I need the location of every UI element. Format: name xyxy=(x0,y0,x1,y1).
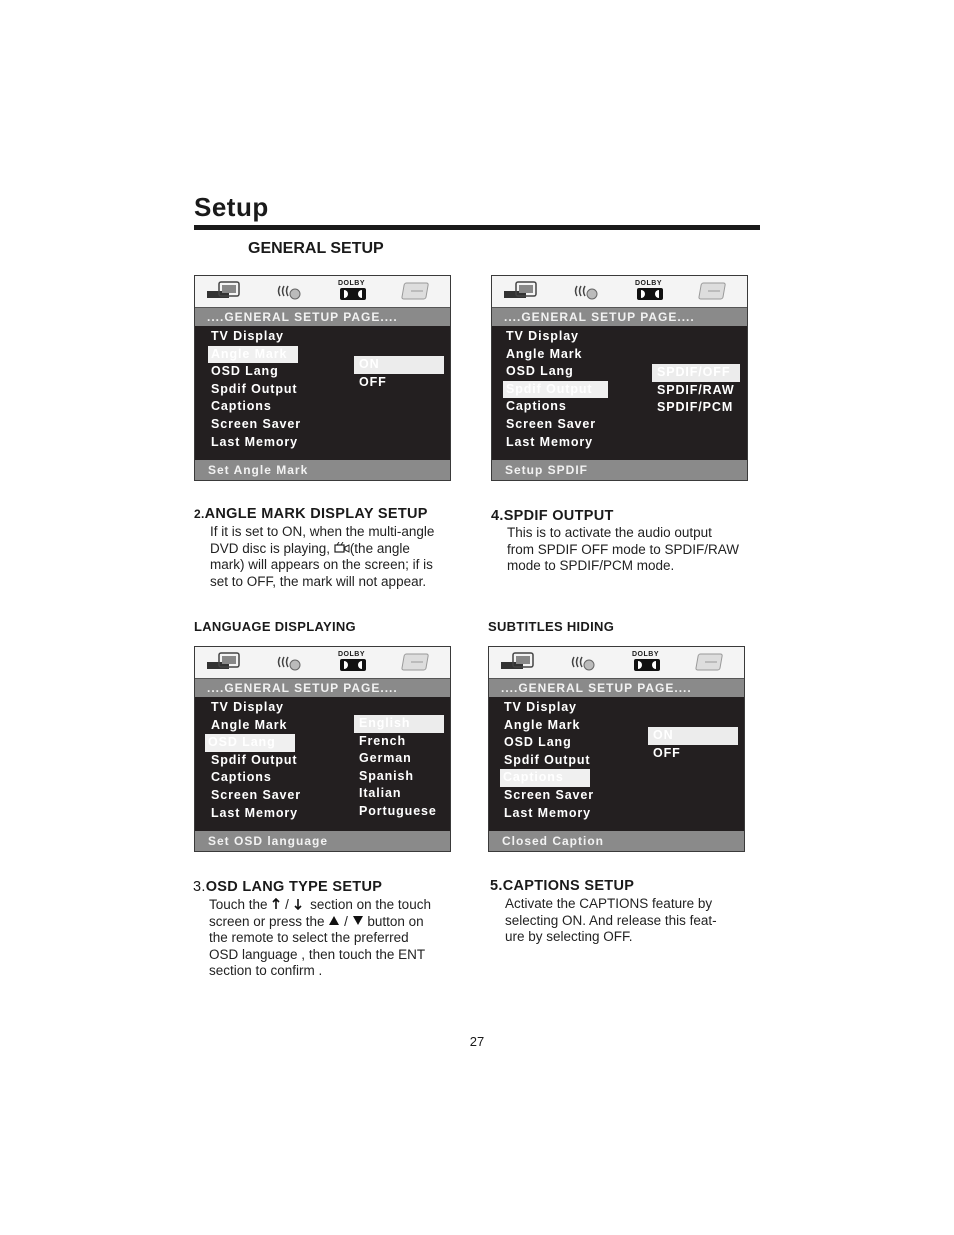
tv-display-icon xyxy=(499,651,537,673)
option-off[interactable]: OFF xyxy=(359,374,387,389)
audio-icon xyxy=(572,280,602,302)
title-rule xyxy=(194,225,760,230)
page-number: 27 xyxy=(469,1034,485,1049)
angle-mark-description: If it is set to ON, when the multi-angle DVD disc is playing, (the angle mark) will appears on the screen; if is set to OFF, the mark will not appear. xyxy=(210,524,435,589)
icon-bar xyxy=(195,276,450,308)
arrow-up-icon xyxy=(271,898,281,910)
status-footer: Setup SPDIF xyxy=(492,460,747,480)
tv-display-icon xyxy=(502,280,540,302)
option-on-selected[interactable]: ON xyxy=(648,727,738,745)
option-list xyxy=(648,727,738,762)
dolby-icon xyxy=(637,287,663,301)
setup-menu xyxy=(503,328,608,451)
menu-item-angle-mark-selected[interactable]: Angle Mark xyxy=(208,346,298,364)
option-spdif-raw[interactable]: SPDIF/RAW xyxy=(657,382,735,397)
osd-screen-captions xyxy=(488,646,745,852)
language-option-list xyxy=(354,715,444,821)
triangle-down-icon xyxy=(352,915,364,926)
setup-menu xyxy=(501,699,597,822)
dolby-icon xyxy=(340,287,366,301)
triangle-up-icon xyxy=(328,915,340,926)
menu-item-tv-display[interactable]: TV Display xyxy=(504,700,577,714)
setup-page-header: ....GENERAL SETUP PAGE.... xyxy=(195,679,450,697)
option-spdif-pcm[interactable]: SPDIF/PCM xyxy=(657,400,734,415)
option-english-selected[interactable]: English xyxy=(354,715,444,733)
preferences-icon xyxy=(401,280,433,302)
language-displaying-label: LANGUAGE DISPLAYING xyxy=(194,619,356,634)
menu-item-captions-selected[interactable]: Captions xyxy=(500,769,590,787)
icon-bar xyxy=(489,647,744,679)
menu-item-screen-saver[interactable]: Screen Saver xyxy=(211,787,302,802)
menu-item-last-memory[interactable]: Last Memory xyxy=(506,434,594,449)
option-list xyxy=(652,364,740,417)
menu-item-osd-lang[interactable]: OSD Lang xyxy=(506,364,574,379)
preferences-icon xyxy=(401,651,433,673)
menu-item-spdif-output[interactable]: Spdif Output xyxy=(211,381,298,396)
menu-item-captions[interactable]: Captions xyxy=(506,399,567,414)
status-footer: Set Angle Mark xyxy=(195,460,450,480)
preferences-icon xyxy=(695,651,727,673)
icon-bar xyxy=(492,276,747,308)
audio-icon xyxy=(569,651,599,673)
menu-item-last-memory[interactable]: Last Memory xyxy=(211,434,299,449)
dolby-icon xyxy=(340,658,366,672)
setup-page-header: ....GENERAL SETUP PAGE.... xyxy=(492,308,747,326)
tv-display-icon xyxy=(205,280,243,302)
option-off[interactable]: OFF xyxy=(653,745,681,760)
menu-item-captions[interactable]: Captions xyxy=(211,770,272,785)
option-german[interactable]: German xyxy=(359,751,412,766)
subtitles-hiding-label: SUBTITLES HIDING xyxy=(488,619,615,634)
osd-screen-angle-mark xyxy=(194,275,451,481)
osd-screen-spdif xyxy=(491,275,748,481)
option-italian[interactable]: Italian xyxy=(359,786,402,801)
dolby-logo: DOLBY xyxy=(338,651,366,677)
spdif-description: This is to activate the audio output from SPDIF OFF mode to SPDIF/RAW mode to SPDIF/PCM mode. xyxy=(507,525,740,573)
angle-mark-section-heading: 2.ANGLE MARK DISPLAY SETUP xyxy=(194,506,428,522)
setup-menu xyxy=(208,328,304,451)
audio-icon xyxy=(275,280,305,302)
status-footer: Set OSD language xyxy=(195,831,450,851)
status-footer: Closed Caption xyxy=(489,831,744,851)
dolby-logo: DOLBY xyxy=(632,651,660,677)
preferences-icon xyxy=(698,280,730,302)
menu-item-tv-display[interactable]: TV Display xyxy=(506,329,579,343)
menu-item-angle-mark[interactable]: Angle Mark xyxy=(506,346,583,361)
dolby-logo: DOLBY xyxy=(338,280,366,306)
menu-item-tv-display[interactable]: TV Display xyxy=(211,700,284,714)
menu-item-captions[interactable]: Captions xyxy=(211,399,272,414)
menu-item-screen-saver[interactable]: Screen Saver xyxy=(506,416,597,431)
menu-item-last-memory[interactable]: Last Memory xyxy=(504,805,592,820)
menu-item-angle-mark[interactable]: Angle Mark xyxy=(211,717,288,732)
option-portuguese[interactable]: Portuguese xyxy=(359,803,437,818)
option-on-selected[interactable]: ON xyxy=(354,356,444,374)
setup-page-header: ....GENERAL SETUP PAGE.... xyxy=(195,308,450,326)
option-spdif-off-selected[interactable]: SPDIF/OFF xyxy=(652,364,740,382)
osd-lang-description: Touch the / section on the touch screen or press the / button on the remote to select the preferred OSD language , then touch the ENT section to confirm . xyxy=(209,897,431,978)
audio-icon xyxy=(275,651,305,673)
menu-item-spdif-output[interactable]: Spdif Output xyxy=(211,752,298,767)
menu-item-spdif-output[interactable]: Spdif Output xyxy=(504,752,591,767)
option-spanish[interactable]: Spanish xyxy=(359,768,414,783)
menu-item-angle-mark[interactable]: Angle Mark xyxy=(504,717,581,732)
osd-lang-section-heading: 3.OSD LANG TYPE SETUP xyxy=(193,879,383,895)
section-subtitle: GENERAL SETUP xyxy=(248,240,384,257)
menu-item-osd-lang[interactable]: OSD Lang xyxy=(504,735,572,750)
option-list xyxy=(354,356,444,391)
menu-item-osd-lang-selected[interactable]: OSD Lang xyxy=(205,734,295,752)
icon-bar xyxy=(195,647,450,679)
option-french[interactable]: French xyxy=(359,733,407,748)
menu-item-spdif-output-selected[interactable]: Spdif Output xyxy=(503,381,608,399)
captions-section-heading: 5.CAPTIONS SETUP xyxy=(490,878,635,894)
angle-mark-icon xyxy=(334,542,350,554)
menu-item-osd-lang[interactable]: OSD Lang xyxy=(211,364,279,379)
setup-page-header: ....GENERAL SETUP PAGE.... xyxy=(489,679,744,697)
setup-menu xyxy=(208,699,304,822)
menu-item-screen-saver[interactable]: Screen Saver xyxy=(504,787,595,802)
arrow-down-icon xyxy=(293,898,303,910)
captions-description: Activate the CAPTIONS feature by selecting ON. And release this feat- ure by selecting OFF. xyxy=(505,896,717,944)
tv-display-icon xyxy=(205,651,243,673)
spdif-section-heading: 4.SPDIF OUTPUT xyxy=(491,508,614,524)
menu-item-screen-saver[interactable]: Screen Saver xyxy=(211,416,302,431)
menu-item-last-memory[interactable]: Last Memory xyxy=(211,805,299,820)
menu-item-tv-display[interactable]: TV Display xyxy=(211,329,284,343)
dolby-logo: DOLBY xyxy=(635,280,663,306)
dolby-icon xyxy=(634,658,660,672)
osd-screen-osd-lang xyxy=(194,646,451,852)
page-title: Setup xyxy=(194,192,269,222)
